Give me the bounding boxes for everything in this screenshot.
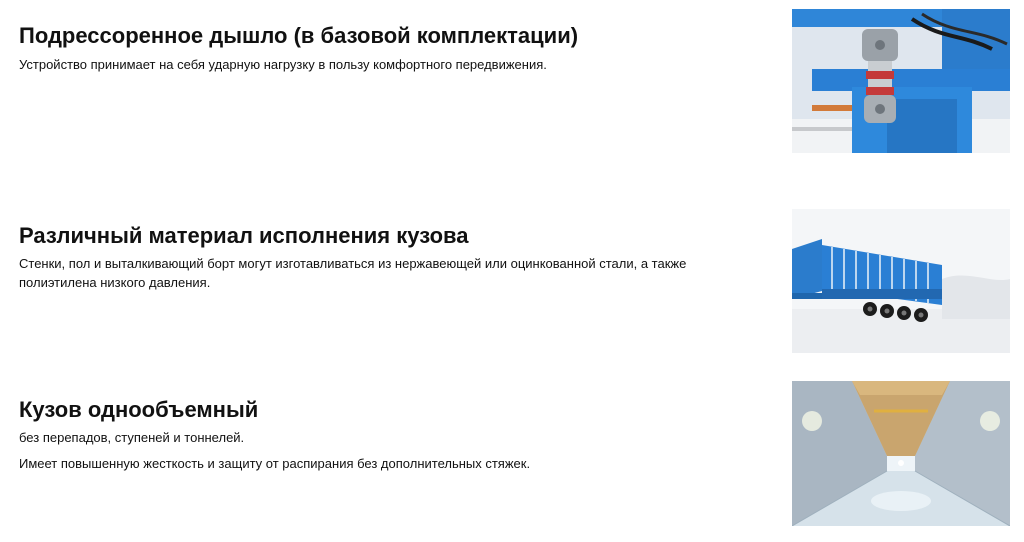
feature-single-volume-body — [0, 360, 1024, 542]
feature-body-material — [0, 180, 1024, 360]
feature-title: Различный материал исполнения кузова — [19, 223, 469, 248]
feature-description: Стенки, пол и выталкивающий борт могут изготавливаться из нержавеющей или оцинкованной стали, а также полиэтилена низкого давления. — [19, 256, 687, 290]
trailer-body-photo — [792, 209, 1010, 353]
body-interior-photo — [792, 381, 1010, 526]
suspended-drawbar-photo — [792, 9, 1010, 153]
feature-description: без перепадов, ступеней и тоннелей. — [19, 430, 245, 445]
feature-title: Кузов однообъемный — [19, 397, 259, 422]
feature-description: Устройство принимает на себя ударную нагрузку в пользу комфортного передвижения. — [19, 57, 547, 72]
feature-suspended-drawbar — [0, 0, 1024, 180]
feature-title: Подрессоренное дышло (в базовой комплектации) — [19, 23, 579, 48]
feature-description: Имеет повышенную жесткость и защиту от распирания без дополнительных стяжек. — [19, 456, 531, 471]
